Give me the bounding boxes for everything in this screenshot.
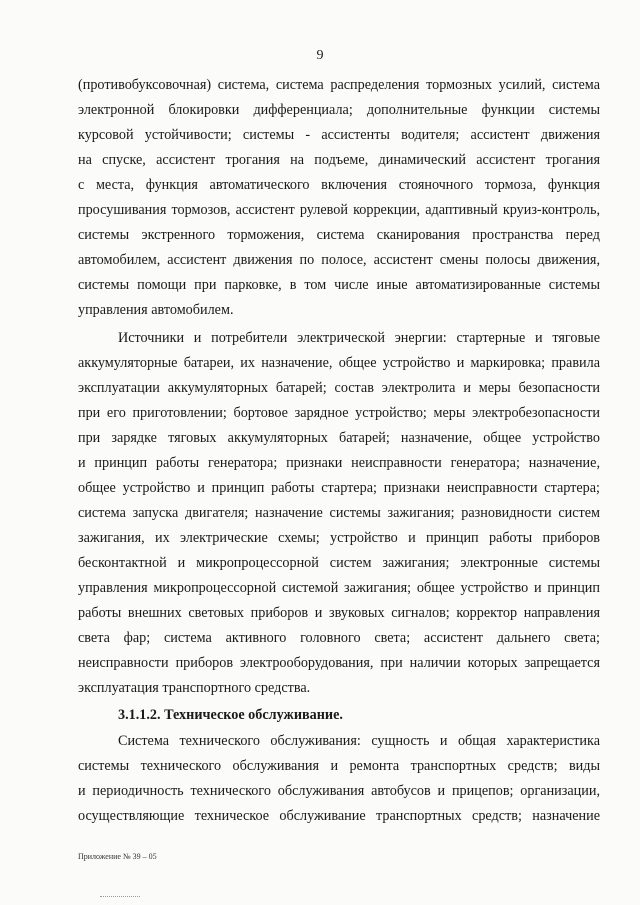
paragraph-2-line-14: неисправности приборов электрооборудования, при наличии которых запрещается xyxy=(78,655,600,671)
paragraph-2-line-10: бесконтактной и микропроцессорной систем зажигания; электронные системы xyxy=(78,555,600,571)
paragraph-1-line-4: на спуске, ассистент трогания на подъеме, динамический ассистент трогания xyxy=(78,152,600,168)
paragraph-2-line-7: общее устройство и принцип работы стартера; признаки неисправности стартера; xyxy=(78,480,600,496)
paragraph-2-line-5: при зарядке тяговых аккумуляторных батарей; назначение, общее устройство xyxy=(78,430,600,446)
paragraph-3-line-1: Система технического обслуживания: сущность и общая характеристика xyxy=(118,733,600,749)
paragraph-1-line-2: электронной блокировки дифференциала; дополнительные функции системы xyxy=(78,102,600,118)
paragraph-2-line-11: управления микропроцессорной системой зажигания; общее устройство и принцип xyxy=(78,580,600,596)
paragraph-3-line-3: и периодичность технического обслуживания автобусов и прицепов; организации, xyxy=(78,783,600,799)
paragraph-2-line-15: эксплуатация транспортного средства. xyxy=(78,680,311,696)
paragraph-1-line-10: управления автомобилем. xyxy=(78,302,234,318)
paragraph-2-line-2: аккумуляторные батареи, их назначение, общее устройство и маркировка; правила xyxy=(78,355,600,371)
paragraph-2-line-12: работы внешних световых приборов и звуковых сигналов; корректор направления xyxy=(78,605,600,621)
paragraph-3-line-2: системы технического обслуживания и ремонта транспортных средств; виды xyxy=(78,758,600,774)
paragraph-1-line-6: просушивания тормозов, ассистент рулевой коррекции, адаптивный круиз-контроль, xyxy=(78,202,600,218)
paragraph-2-line-3: эксплуатации аккумуляторных батарей; состав электролита и меры безопасности xyxy=(78,380,600,396)
scan-artifact xyxy=(100,896,140,898)
paragraph-2-line-6: и принцип работы генератора; признаки неисправности генератора; назначение, xyxy=(78,455,600,471)
paragraph-3-line-4: осуществляющие техническое обслуживание транспортных средств; назначение xyxy=(78,808,600,824)
paragraph-1-line-1: (противобуксовочная) система, система распределения тормозных усилий, система xyxy=(78,77,600,93)
paragraph-1-line-5: с места, функция автоматического включения стояночного тормоза, функция xyxy=(78,177,600,193)
paragraph-2-line-1: Источники и потребители электрической энергии: стартерные и тяговые xyxy=(118,330,600,346)
paragraph-1-line-9: системы помощи при парковке, в том числе иные автоматизированные системы xyxy=(78,277,600,293)
paragraph-2-line-9: зажигания, их электрические схемы; устройство и принцип работы приборов xyxy=(78,530,600,546)
paragraph-1-line-3: курсовой устойчивости; системы - ассистенты водителя; ассистент движения xyxy=(78,127,600,143)
page-number: 9 xyxy=(316,48,324,63)
paragraph-2-line-8: система запуска двигателя; назначение системы зажигания; разновидности систем xyxy=(78,505,600,521)
section-heading: 3.1.1.2. Техническое обслуживание. xyxy=(118,707,343,723)
page-footer: Приложение № 39 – 05 xyxy=(78,852,157,861)
paragraph-2-line-13: света фар; система активного головного света; ассистент дальнего света; xyxy=(78,630,600,646)
paragraph-1-line-7: системы экстренного торможения, система сканирования пространства перед xyxy=(78,227,600,243)
paragraph-2-line-4: при его приготовлении; бортовое зарядное устройство; меры электробезопасности xyxy=(78,405,600,421)
paragraph-1-line-8: автомобилем, ассистент движения по полосе, ассистент смены полосы движения, xyxy=(78,252,600,268)
